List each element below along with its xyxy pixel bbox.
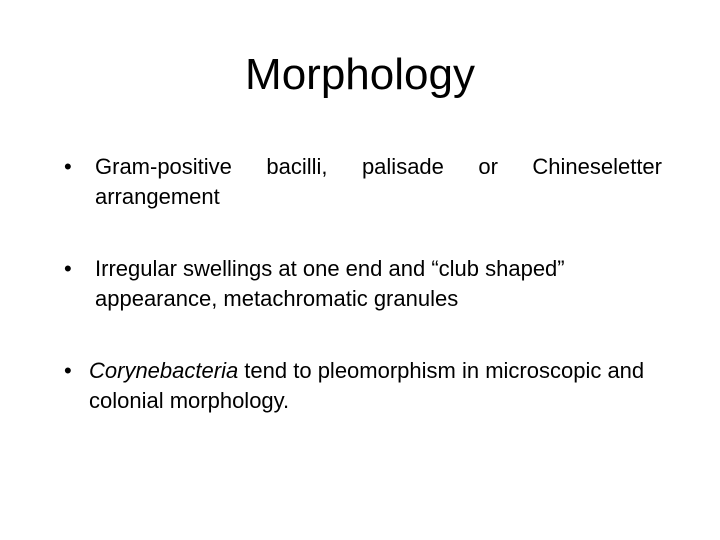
bullet-text: tend to pleomorphism in microscopic and colonial morphology. [89,358,645,413]
slide-title: Morphology [245,50,475,100]
bullet-icon: • [64,256,72,281]
bullet-list [62,152,662,416]
bullet-text: Gram-positive bacilli, palisade or Chineseletter arrangement [95,154,662,209]
bullet-item [62,356,662,416]
bullet-icon: • [64,358,72,383]
bullet-item [62,254,662,314]
bullet-item [62,152,662,212]
bullet-text: Irregular swellings at one end and “club shaped” appearance, metachromatic granules [95,256,565,311]
bullet-icon: • [64,154,72,179]
bullet-italic-term: Corynebacteria [89,358,239,383]
